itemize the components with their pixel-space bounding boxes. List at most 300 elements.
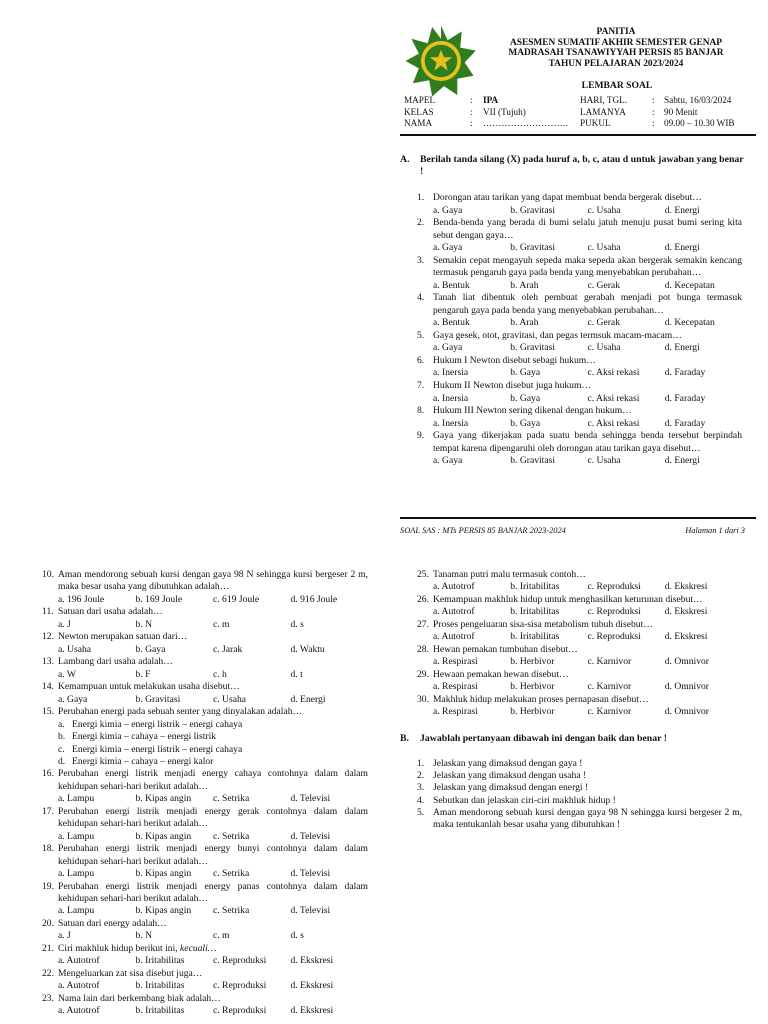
answer-option[interactable]: b. Iritabilitas [510, 631, 560, 643]
question-stem [417, 644, 742, 656]
answer-options [417, 581, 742, 594]
question-text: Jelaskan yang dimaksud dengan energi ! [433, 782, 589, 794]
question-stem [42, 943, 368, 955]
question-text: Gaya yang dikerjakan pada suatu benda sehingga benda tersebut berpindah tempat karena dipengaruhi oleh dorongan atau tarikan gaya disebut… [433, 430, 742, 454]
question-item [42, 968, 368, 993]
answer-option[interactable]: b. Gaya [510, 392, 541, 404]
meta-value: Sabtu, 16/03/2024 [664, 95, 732, 105]
question-stem [417, 355, 742, 368]
answer-options [42, 868, 368, 881]
answer-options [417, 706, 742, 719]
question-stem [417, 217, 742, 242]
section-title: Berilah tanda silang (X) pada huruf a, b, c, atau d untuk jawaban yang benar ! [420, 154, 744, 177]
section-letter: B. [400, 733, 409, 744]
answer-option[interactable]: b. Herbivor [510, 706, 555, 718]
question-number: 5. [417, 329, 425, 341]
answer-option[interactable]: b. Iritabilitas [135, 955, 185, 967]
answer-option[interactable]: d. Ekskresi [664, 631, 708, 643]
answer-options [417, 606, 742, 619]
answer-option[interactable]: a. Bentuk [433, 279, 470, 291]
question-number: 22. [42, 968, 54, 980]
answer-option[interactable]: d. Energi [664, 342, 700, 354]
answer-option[interactable]: b. Gaya [510, 417, 541, 429]
question-number: 26. [417, 594, 429, 605]
answer-option[interactable] [58, 744, 368, 756]
question-item [417, 355, 742, 380]
question-item [417, 192, 742, 217]
answer-option[interactable]: d. Televisi [290, 868, 331, 880]
question-stem [417, 292, 742, 317]
question-stem [417, 807, 742, 831]
question-item [417, 292, 742, 330]
sheet-title: LEMBAR SOAL [581, 80, 653, 91]
question-stem [42, 681, 368, 693]
essay-list [417, 758, 742, 831]
answer-option[interactable]: c. h [213, 668, 227, 680]
meta-colon: : [652, 95, 655, 105]
meta-row [404, 95, 754, 107]
answer-option[interactable]: b. Gravitasi [510, 455, 556, 467]
question-number: 9. [417, 430, 425, 442]
answer-option[interactable]: d. Ekskresi [290, 1005, 334, 1017]
question-text: Semakin cepat mengayuh sepeda maka sepeda akan bergerak semakin kencang termasuk pengaruh gaya pada benda yang menyebabkan perubahan… [433, 254, 742, 279]
question-item [42, 881, 368, 918]
answer-option[interactable]: a. Respirasi [433, 656, 478, 668]
answer-option[interactable]: a. Inersia [433, 417, 469, 429]
answer-options [42, 930, 368, 943]
meta-key: KELAS [404, 106, 434, 117]
meta-key: PUKUL [580, 118, 611, 128]
question-list-left [42, 569, 368, 1018]
question-item [42, 768, 368, 805]
question-item [42, 943, 368, 968]
answer-option[interactable]: a. Autotrof [433, 631, 475, 643]
answer-option[interactable]: a. Autotrof [58, 980, 100, 992]
answer-options [417, 342, 742, 355]
question-text: Nama lain dari berkembang biak adalah… [58, 993, 221, 1005]
answer-option[interactable]: a. Autotrof [58, 1005, 100, 1017]
question-text: Hewan pemakan tumbuhan disebut… [433, 644, 578, 655]
answer-option[interactable]: c. Setrika [213, 793, 250, 805]
question-stem [417, 619, 742, 631]
question-text: Hukum II Newton disebut juga hukum… [433, 380, 592, 392]
question-text: Tanah liat dibentuk oleh pembuat gerabah menjadi pot bunga termasuk pengaruh gaya pada benda yang menyebabkan perubahan… [433, 292, 742, 316]
answer-option[interactable]: d. Televisi [290, 905, 331, 917]
answer-option[interactable]: d. Energi [664, 242, 700, 254]
question-item [42, 569, 368, 606]
answer-options [417, 681, 742, 694]
question-number: 3. [417, 782, 425, 794]
answer-option[interactable]: a. Autotrof [433, 581, 475, 593]
question-item [417, 807, 742, 831]
question-text: Perubahan energi listrik menjadi energy panas contohnya dalam dalam kehidupan sehari-hari berikut adalah… [58, 880, 368, 905]
meta-colon: : [652, 118, 655, 128]
answer-option[interactable]: c. Reproduksi [587, 581, 641, 593]
question-item [42, 843, 368, 880]
question-number: 14. [42, 681, 54, 693]
name-field[interactable]: ………………………. [483, 118, 568, 128]
meta-colon: : [652, 106, 655, 117]
exam-meta [404, 95, 754, 130]
question-text: Aman mendorong sebuah kursi dengan gaya 98 N sehingga kursi bergeser 2 m, maka tentukanlah besar usaha yang dibutuhkan ! [433, 806, 742, 831]
question-item [42, 681, 368, 706]
question-number: 4. [417, 292, 425, 304]
meta-value: IPA [483, 95, 499, 105]
question-item [417, 405, 742, 430]
meta-key: LAMANYA [580, 106, 626, 117]
answer-options [417, 418, 742, 431]
question-stem [417, 669, 742, 681]
answer-option[interactable]: b. Gravitasi [510, 204, 556, 216]
section-title: Jawablah pertanyaan dibawah ini dengan baik dan benar ! [420, 733, 667, 744]
page-2 [0, 548, 768, 1024]
question-text: Ciri makhluk hidup berikut ini, [58, 943, 181, 955]
option-text: Energi kimia – energi listrik – energi cahaya [72, 743, 243, 755]
question-item [417, 380, 742, 405]
answer-option[interactable]: d. s [290, 930, 304, 942]
answer-option[interactable]: c. Jarak [213, 643, 243, 655]
question-item [417, 758, 742, 770]
answer-option[interactable]: c. Usaha [587, 204, 621, 216]
answer-option[interactable]: a. J [58, 930, 71, 942]
question-text: Kemampuan untuk melakukan usaha disebut… [58, 681, 240, 693]
answer-options [42, 955, 368, 968]
question-text: Benda-benda yang berada di bumi selalu jatuh menuju pusat bumi sering kita sebut dengan gaya… [433, 217, 742, 241]
question-list [417, 192, 742, 468]
question-number: 12. [42, 631, 54, 643]
question-stem [417, 405, 742, 418]
question-stem [417, 569, 742, 581]
question-text: Aman mendorong sebuah kursi dengan gaya 98 N sehingga kursi bergeser 2 m, maka besar usaha yang dibutuhkan adalah… [58, 569, 368, 593]
answer-option[interactable]: a. Respirasi [433, 706, 478, 718]
answer-option[interactable]: c. Usaha [587, 455, 621, 467]
question-stem [42, 606, 368, 618]
question-text: Mengeluarkan zat sisa disebut juga… [58, 968, 203, 980]
question-item [417, 217, 742, 255]
question-number: 13. [42, 656, 54, 668]
page-footer [400, 525, 745, 538]
answer-option[interactable]: b. Kipas angin [135, 793, 192, 805]
answer-option[interactable]: b. Kipas angin [135, 830, 192, 842]
page-number: Halaman 1 dari 3 [685, 526, 745, 535]
question-stem [417, 594, 742, 606]
answer-option[interactable]: d. s [290, 618, 304, 630]
exam-header [500, 27, 732, 69]
answer-option[interactable]: d. Televisi [290, 793, 331, 805]
question-stem [417, 770, 742, 782]
question-number: 4. [417, 794, 425, 806]
option-text: Energi kimia – energi listrik – energi cahaya [72, 718, 243, 730]
meta-value: VII (Tujuh) [483, 106, 526, 117]
answer-option[interactable]: a. 196 Joule [58, 593, 105, 605]
question-item [42, 993, 368, 1018]
answer-option[interactable]: c. m [213, 618, 230, 630]
answer-option[interactable]: b. Arah [510, 317, 539, 329]
question-item [42, 631, 368, 656]
question-number: 5. [417, 806, 425, 818]
option-text: Energi kimia – cahaya – energi listrik [72, 731, 217, 743]
answer-options [417, 455, 742, 468]
question-number: 7. [417, 380, 425, 392]
question-stem [42, 993, 368, 1005]
question-item [42, 706, 368, 768]
question-text: Hukum III Newton sering dikenal dengan hukum… [433, 405, 632, 417]
option-letter: b. [58, 731, 66, 743]
question-item [417, 255, 742, 293]
answer-option[interactable]: d. Energi [664, 204, 700, 216]
question-text: Lambang dari usaha adalah… [58, 656, 173, 668]
question-number: 15. [42, 706, 54, 718]
answer-option[interactable]: d. Waktu [290, 643, 325, 655]
answer-option[interactable]: d. Omnivor [664, 681, 709, 693]
question-item [417, 330, 742, 355]
question-text: Kemampuan makhluk hidup untuk menghasilkan keturunan disebut… [433, 594, 703, 605]
question-item [42, 918, 368, 943]
answer-option[interactable]: c. Reproduksi [213, 1005, 267, 1017]
question-item [417, 619, 742, 644]
question-text: Perubahan energi listrik menjadi energy cahaya contohnya dalam dalam kehidupan sehari-hari berikut adalah… [58, 768, 368, 792]
answer-option[interactable]: a. Lampu [58, 905, 95, 917]
answer-option[interactable]: a. Respirasi [433, 681, 478, 693]
answer-option[interactable]: d. Energi [290, 693, 326, 705]
answer-option[interactable]: d. Ekskresi [290, 955, 334, 967]
header-line: MADRASAH TSANAWIYYAH PERSIS 85 BANJAR [508, 48, 724, 59]
question-text: Perubahan energi pada sebuah senter yang dinyalakan adalah… [58, 706, 303, 718]
section-letter: A. [400, 154, 410, 165]
answer-options [42, 831, 368, 844]
answer-option[interactable]: b. N [135, 930, 153, 942]
answer-option[interactable]: c. Aksi rekasi [587, 367, 640, 379]
answer-option[interactable]: d. Omnivor [664, 706, 709, 718]
answer-option[interactable]: b. Gaya [510, 367, 541, 379]
answer-option[interactable]: a. Gaya [433, 455, 463, 467]
question-stem [417, 758, 742, 770]
question-stem [42, 918, 368, 930]
answer-option[interactable]: c. m [213, 930, 230, 942]
question-stem [417, 255, 742, 280]
answer-option[interactable]: b. Gravitasi [510, 242, 556, 254]
answer-option[interactable]: b. Kipas angin [135, 905, 192, 917]
answer-option[interactable]: a. Gaya [433, 204, 463, 216]
question-item [42, 656, 368, 681]
answer-option[interactable]: c. Setrika [213, 905, 250, 917]
section-b-heading [400, 733, 745, 745]
answer-options [417, 205, 742, 218]
answer-option[interactable]: b. Gravitasi [135, 693, 181, 705]
answer-option[interactable]: c. Reproduksi [213, 980, 267, 992]
meta-value: 90 Menit [664, 106, 698, 117]
answer-option[interactable]: b. Iritabilitas [510, 581, 560, 593]
meta-value: 09.00 – 10.30 WIB [664, 118, 735, 128]
question-item [417, 644, 742, 669]
question-number: 8. [417, 405, 425, 417]
answer-option[interactable]: c. Usaha [213, 693, 247, 705]
answer-option[interactable]: c. Karnivor [587, 681, 632, 693]
answer-option[interactable]: d. Faraday [664, 417, 706, 429]
question-number: 29. [417, 669, 429, 680]
question-stem [417, 782, 742, 794]
answer-option[interactable]: c. Setrika [213, 868, 250, 880]
answer-options [417, 317, 742, 330]
question-text: Perubahan energi listrik menjadi energy bunyi contohnya dalam dalam kehidupan sehari-hari berikut adalah… [58, 843, 368, 867]
answer-option[interactable]: b. Arah [510, 279, 539, 291]
question-number: 27. [417, 619, 429, 630]
answer-option[interactable]: b. Kipas angin [135, 868, 192, 880]
answer-option[interactable]: c. Usaha [587, 242, 621, 254]
footer-title: SOAL SAS : MTs PERSIS 85 BANJAR 2023-2024 [400, 526, 566, 535]
answer-option[interactable]: d. Ekskresi [664, 581, 708, 593]
answer-option[interactable]: a. J [58, 618, 71, 630]
answer-option[interactable]: d. Ekskresi [290, 980, 334, 992]
answer-option[interactable]: c. Setrika [213, 830, 250, 842]
meta-colon: : [470, 95, 473, 105]
answer-option[interactable]: d. Televisi [290, 830, 331, 842]
meta-colon: : [470, 106, 473, 117]
answer-option[interactable]: d. Faraday [664, 392, 706, 404]
answer-option[interactable]: a. Inersia [433, 367, 469, 379]
answer-option[interactable]: b. 169 Joule [135, 593, 183, 605]
question-stem [417, 694, 742, 706]
answer-options [417, 280, 742, 293]
question-number: 18. [42, 843, 54, 855]
answer-option[interactable]: b. F [135, 668, 151, 680]
answer-option[interactable]: a. W [58, 668, 76, 680]
answer-option[interactable]: a. Gaya [433, 342, 463, 354]
question-emphasis: kecuali… [180, 943, 217, 955]
answer-option[interactable]: c. Gerak [587, 317, 620, 329]
option-letter: c. [58, 743, 65, 755]
answer-option[interactable]: d. Ekskresi [664, 606, 708, 618]
question-text: Jelaskan yang dimaksud dengan gaya ! [433, 758, 583, 769]
question-item [417, 795, 742, 807]
option-letter: a. [58, 718, 65, 730]
answer-option[interactable]: d. Energi [664, 455, 700, 467]
question-number: 2. [417, 217, 425, 229]
option-letter: d. [58, 756, 66, 768]
answer-option[interactable]: b. Gravitasi [510, 342, 556, 354]
question-text: Hewaan pemakan hewan disebut… [433, 669, 569, 680]
answer-option[interactable]: a. Usaha [58, 643, 92, 655]
question-number: 1. [417, 758, 425, 769]
answer-option[interactable]: d. t [290, 668, 303, 680]
answer-option[interactable]: c. Aksi rekasi [587, 417, 640, 429]
question-number: 30. [417, 694, 429, 705]
question-stem [42, 569, 368, 594]
answer-option[interactable]: b. Iritabilitas [135, 1005, 185, 1017]
answer-option[interactable] [58, 719, 368, 731]
answer-option[interactable]: b. Iritabilitas [135, 980, 185, 992]
question-number: 25. [417, 569, 429, 580]
question-number: 1. [417, 192, 425, 203]
answer-option[interactable]: b. Gaya [135, 643, 166, 655]
answer-option[interactable]: a. Lampu [58, 868, 95, 880]
answer-option[interactable]: a. Autotrof [433, 606, 475, 618]
answer-option[interactable]: b. Herbivor [510, 681, 555, 693]
answer-option[interactable]: c. Karnivor [587, 656, 632, 668]
question-item [417, 594, 742, 619]
answer-option[interactable]: c. Usaha [587, 342, 621, 354]
question-stem [417, 192, 742, 205]
question-number: 19. [42, 880, 54, 892]
answer-options [42, 644, 368, 657]
question-text: Satuan dari energy adalah… [58, 918, 167, 930]
answer-option[interactable]: d. Faraday [664, 367, 706, 379]
answer-option[interactable]: d. 916 Joule [290, 593, 338, 605]
header-line: PANITIA [596, 27, 636, 37]
meta-key: HARI, TGL. [580, 95, 628, 105]
answer-option[interactable]: c. Reproduksi [213, 955, 267, 967]
answer-options [417, 631, 742, 644]
answer-option[interactable]: a. Bentuk [433, 317, 470, 329]
question-stem [42, 843, 368, 868]
question-stem [42, 631, 368, 643]
question-text: Newton merupakan satuan dari… [58, 631, 188, 643]
answer-option[interactable]: c. Reproduksi [587, 606, 641, 618]
answer-options [42, 694, 368, 707]
answer-option[interactable]: c. 619 Joule [213, 593, 260, 605]
question-text: Sebutkan dan jelaskan ciri-ciri makhluk hidup ! [433, 794, 616, 806]
question-number: 20. [42, 918, 54, 930]
question-stem [42, 968, 368, 980]
question-item [417, 569, 742, 594]
answer-options [417, 367, 742, 380]
answer-option[interactable]: c. Reproduksi [587, 631, 641, 643]
question-text: Jelaskan yang dimaksud dengan usaha ! [433, 770, 587, 782]
answer-option[interactable]: a. Autotrof [58, 955, 100, 967]
question-stem [42, 706, 368, 718]
question-number: 23. [42, 993, 54, 1005]
school-logo-icon [404, 24, 478, 98]
answer-options [417, 393, 742, 406]
answer-option[interactable] [58, 731, 368, 743]
answer-options [417, 242, 742, 255]
meta-key: NAMA [404, 118, 433, 128]
answer-option[interactable] [58, 756, 368, 768]
question-text: Dorongan atau tarikan yang dapat membuat benda bergerak disebut… [433, 192, 702, 203]
meta-key: MAPEL [404, 95, 436, 105]
answer-option[interactable]: a. Lampu [58, 830, 95, 842]
question-item [42, 806, 368, 843]
answer-option[interactable]: a. Gaya [433, 242, 463, 254]
answer-option[interactable]: c. Aksi rekasi [587, 392, 640, 404]
answer-option[interactable]: a. Inersia [433, 392, 469, 404]
question-stem [417, 795, 742, 807]
question-list-right [417, 569, 742, 719]
answer-options [42, 980, 368, 993]
answer-option[interactable]: b. Herbivor [510, 656, 555, 668]
answer-option[interactable]: b. Iritabilitas [510, 606, 560, 618]
answer-option[interactable]: a. Gaya [58, 693, 88, 705]
question-item [417, 782, 742, 794]
question-number: 21. [42, 943, 54, 955]
answer-option[interactable]: c. Gerak [587, 279, 620, 291]
question-text: Hukum I Newton disebut sebagi hukum… [433, 354, 596, 366]
answer-option[interactable]: d. Kecepatan [664, 279, 715, 291]
answer-option[interactable]: c. Karnivor [587, 706, 632, 718]
meta-row [404, 107, 754, 119]
answer-option[interactable]: d. Kecepatan [664, 317, 715, 329]
answer-options [42, 793, 368, 806]
answer-option[interactable]: b. N [135, 618, 153, 630]
answer-options [42, 619, 368, 632]
header-line: TAHUN PELAJARAN 2023/2024 [548, 58, 684, 69]
question-item [417, 669, 742, 694]
answer-options [42, 669, 368, 682]
question-number: 11. [42, 606, 54, 618]
answer-option[interactable]: d. Omnivor [664, 656, 709, 668]
question-stem [42, 656, 368, 668]
answer-option[interactable]: a. Lampu [58, 793, 95, 805]
